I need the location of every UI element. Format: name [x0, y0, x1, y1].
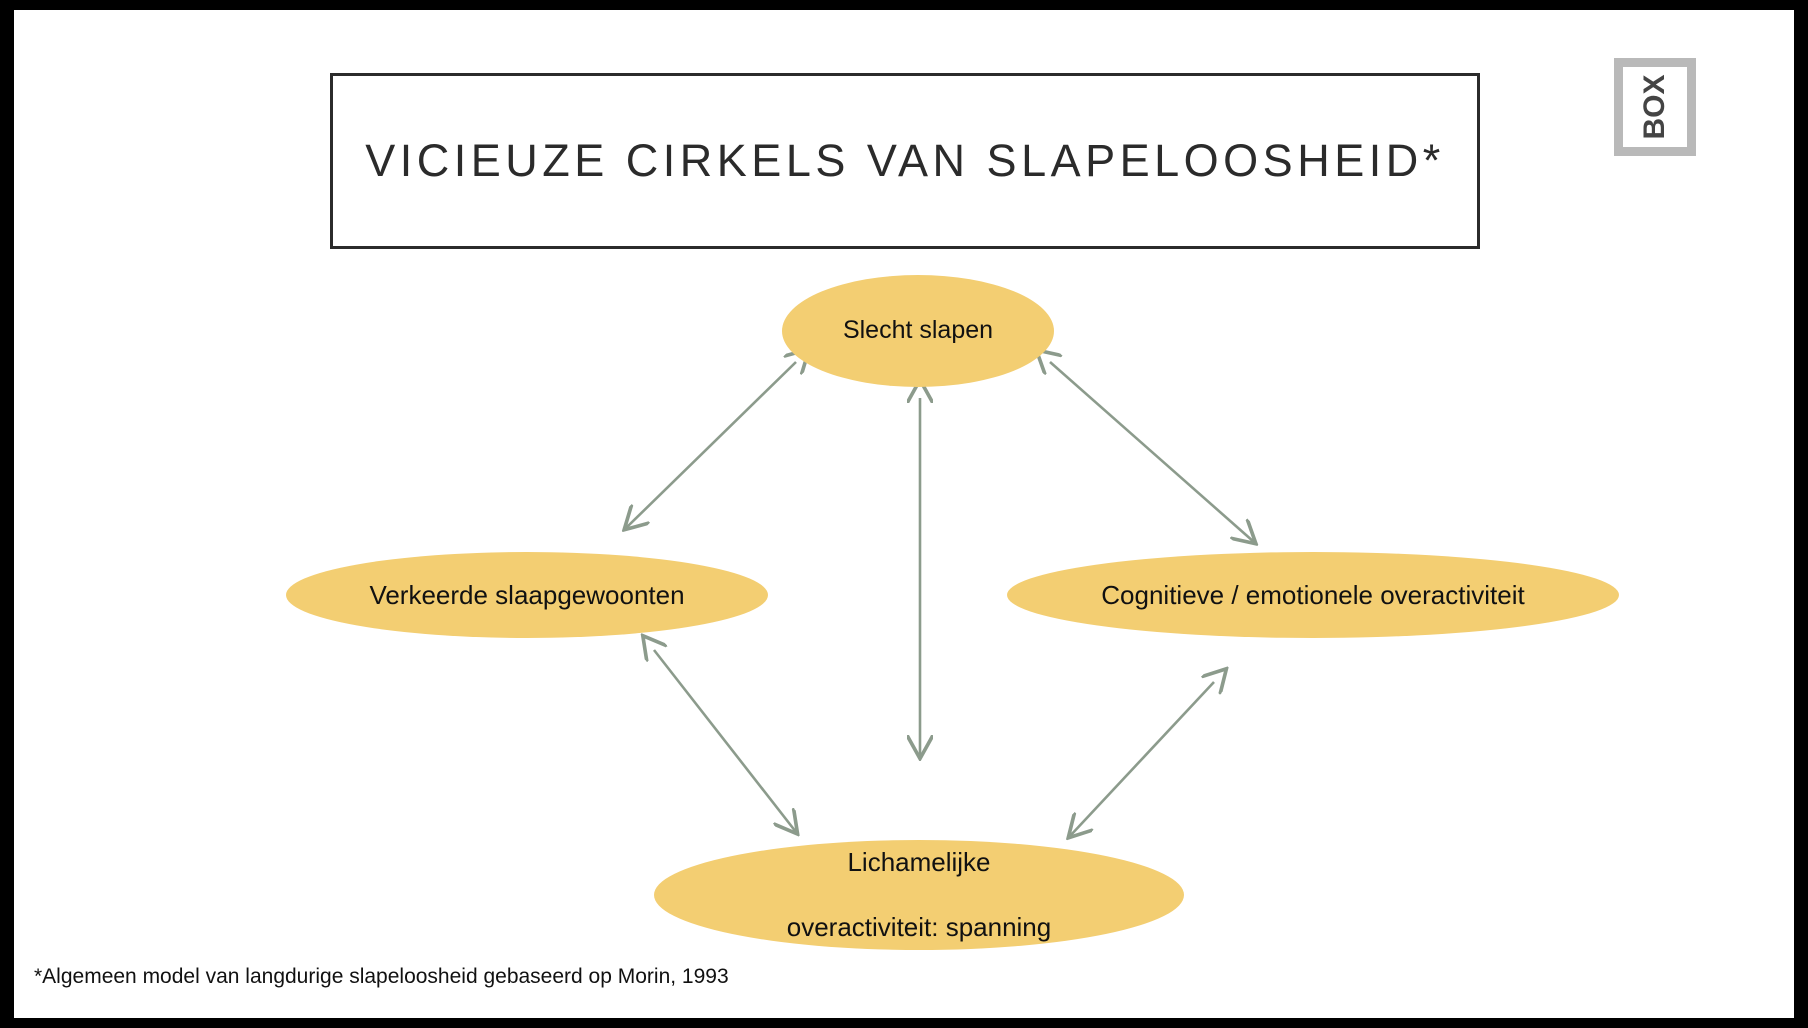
- node-verkeerde-slaapgewoonten-label: Verkeerde slaapgewoonten: [369, 579, 685, 610]
- footnote: *Algemeen model van langdurige slapeloosheid gebaseerd op Morin, 1993: [34, 965, 729, 988]
- edge-verkeerde-lichamelijke: [654, 650, 796, 832]
- slide-canvas: [14, 10, 1794, 1018]
- edge-slecht-verkeerde: [626, 362, 796, 528]
- node-verkeerde-slaapgewoonten: [286, 552, 768, 638]
- node-slecht-slapen-label: Slecht slapen: [842, 316, 994, 345]
- page-title: VICIEUZE CIRKELS VAN SLAPELOOSHEID*: [365, 135, 1445, 186]
- svg-text:BOX: BOX: [1638, 74, 1671, 140]
- edge-cognitieve-lichamelijke: [1070, 682, 1214, 836]
- node-lichamelijke-overactiviteit: [654, 840, 1184, 950]
- node-lichamelijke-overactiviteit-label: [759, 846, 1079, 944]
- edge-slecht-cognitieve: [1050, 362, 1254, 542]
- node-cognitieve-emotionele-overactiviteit: [1007, 552, 1619, 638]
- node-lichamelijke-line-1: Lichamelijke: [847, 847, 991, 878]
- node-slecht-slapen: [782, 275, 1054, 387]
- node-cognitieve-emotionele-overactiviteit-label: Cognitieve / emotionele overactiviteit: [1101, 579, 1525, 610]
- node-lichamelijke-line-2: overactiviteit: spanning: [786, 912, 1052, 943]
